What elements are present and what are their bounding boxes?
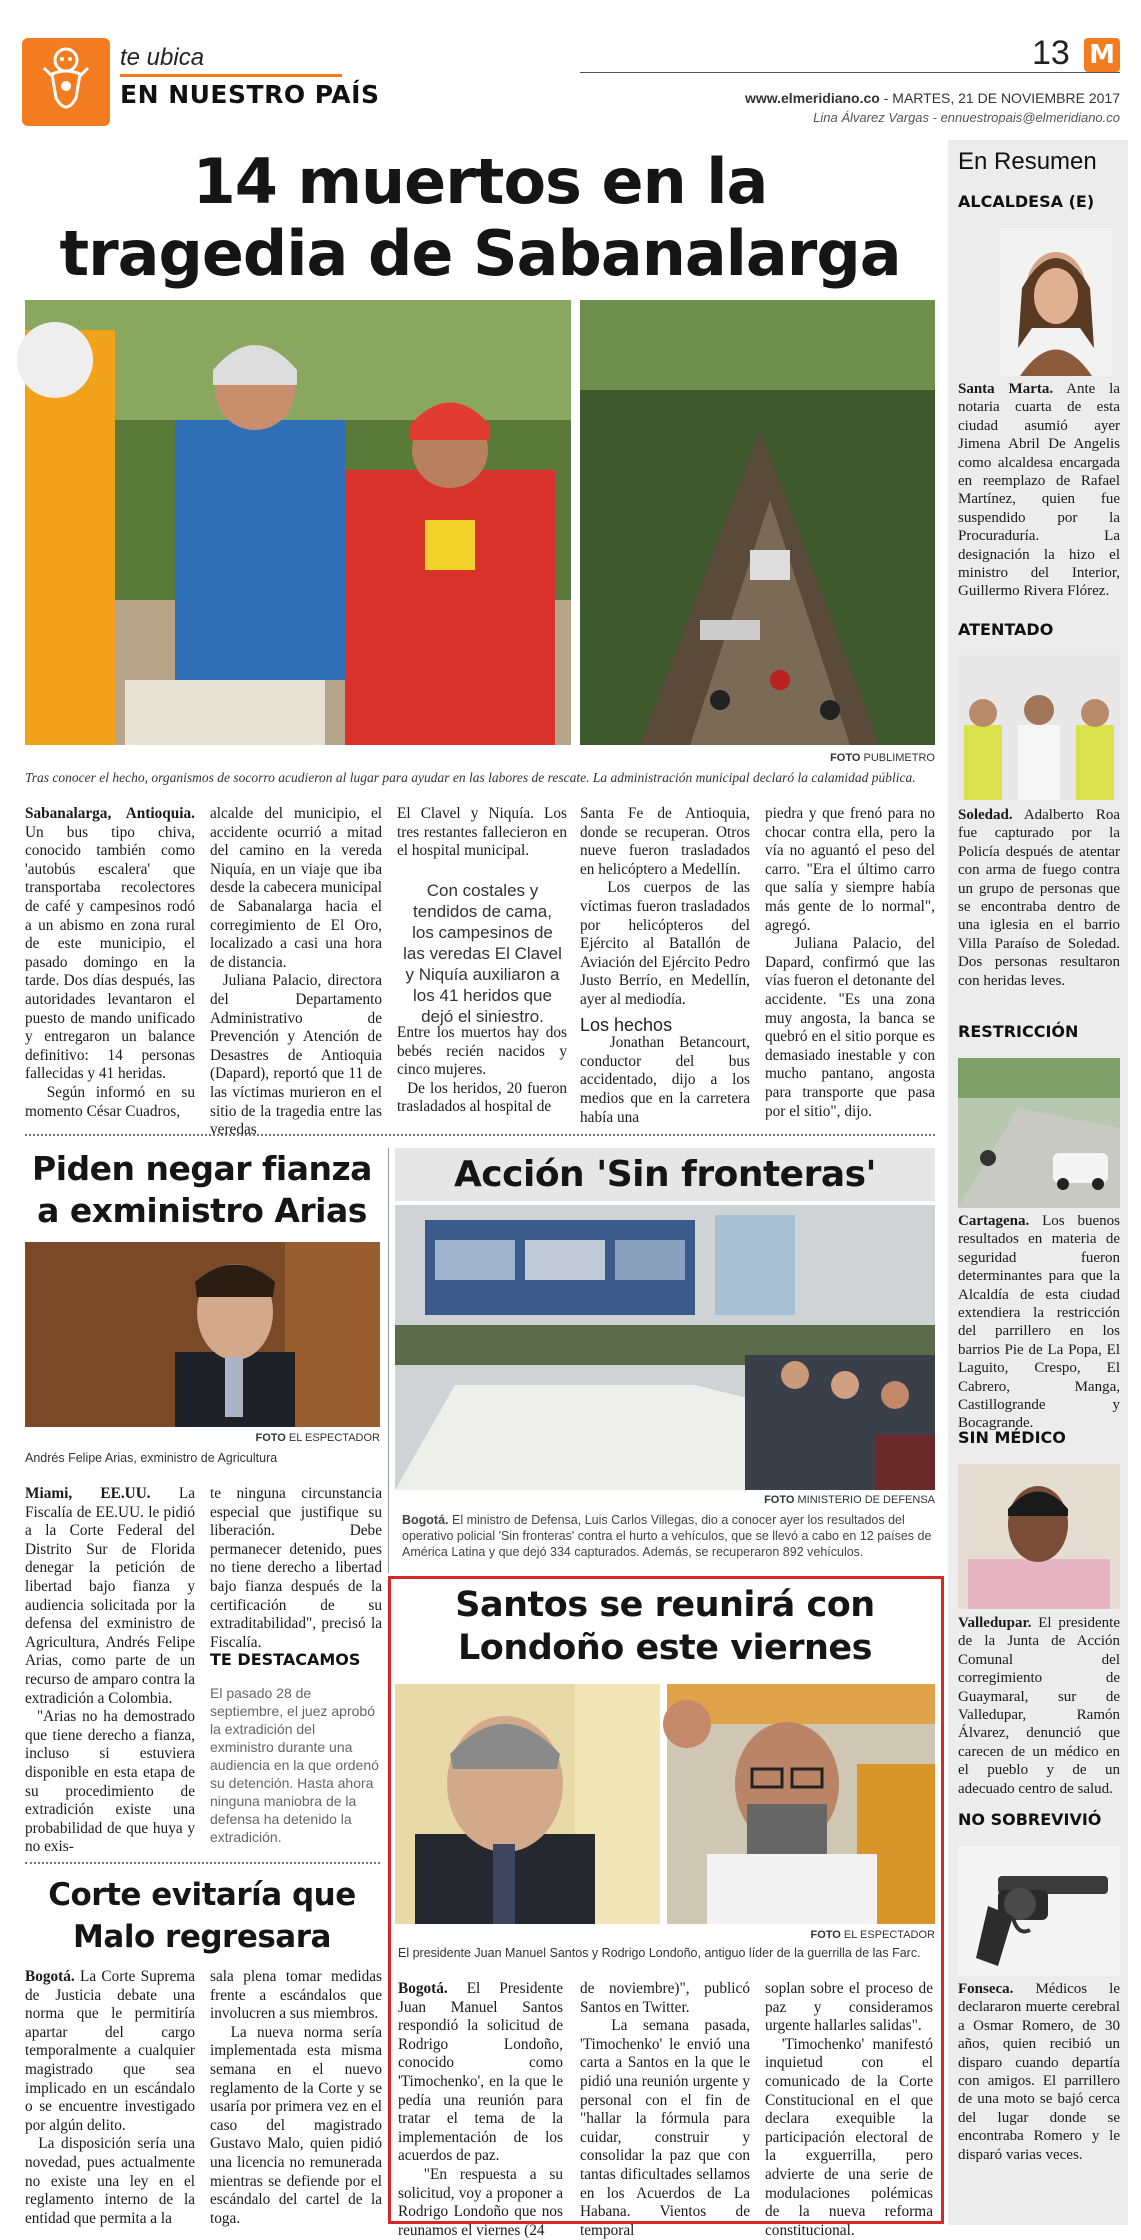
sidebar-text-atentado: Soledad. Adalberto Roa fue capturado por la Policía después de atentar con arma de fuego contra un grupo de personas que se encontraba dentro de una iglesia en el barrio Villa Paraíso de Soledad. Dos personas resultaron con heridas leves. xyxy=(958,807,1120,989)
main-column-4: Santa Fe de Antioquia, donde se recuperan. Otros nueve fueron trasladados en helicóptero a Medellín. Los cuerpos de las víctimas fueron trasladados por helicópteros del Ejército al Batallón de Aviación del Ejército Pedro Justo Berrío, en Medellín, ayer al mediodía. Los hechos Jonathan Betancourt, conductor del bus accidentado, dijo a los medios que en la carretera había una xyxy=(580,805,750,1126)
page-number: 13 xyxy=(1032,34,1070,72)
sidebar-label-no-sobrevivio: NO SOBREVIVIÓ xyxy=(958,1810,1102,1829)
ramon-alvarez-photo xyxy=(958,1464,1120,1609)
arias-photo-credit: FOTO EL ESPECTADOR xyxy=(255,1432,380,1444)
santos-photo xyxy=(395,1684,660,1924)
sidebar-text-no-sobrevivio: Fonseca. Médicos le declararon muerte cerebral a Osmar Romero, de 30 años, quien recibió un disparo cuando departía con amigos. El parrillero de una moto se bajó cerca del lugar donde se encontraba Romero y le disparó varias veces. xyxy=(958,1981,1120,2163)
fronteras-headline: Acción 'Sin fronteras' xyxy=(453,1154,877,1195)
santos-column-3: soplan sobre el proceso de paz y consideramos urgente hallarles salidas". 'Timochenko' manifestó inquietud con el comunicado de la Corte Constitucional en el que declara exequible la participación electoral de la exguerrilla, pero advierte de una serie de modulaciones polémicas de la nueva reforma constitucional. xyxy=(765,1980,933,2239)
issue-date: - MARTES, 21 DE NOVIEMBRE 2017 xyxy=(879,90,1120,106)
masthead-badge: M xyxy=(1084,38,1120,72)
sidebar-label-restriccion: RESTRICCIÓN xyxy=(958,1022,1079,1041)
main-column-1: Sabanalarga, Antioquia. Un bus tipo chiva, conocido también como 'autobús escalera' que transportaba recolectores de café y campesinos rodó a un abismo en zona rural de este municipio, el pasado domingo en la tarde. Dos días después, las autoridades levantaron el puesto de mando unificado y entregaron un balance definitivo: 14 personas fallecidas y 41 heridas. Según informó en su momento César Cuadros, xyxy=(25,805,195,1120)
main-headline-line1: 14 muertos en la xyxy=(192,145,768,218)
arias-column-2: te ninguna circunstancia especial que justifique su liberación. Debe permanecer detenido, pues no tiene derecho a libertad bajo fianza después de la certificación de su extraditabilidad", precisó la Fiscalía. xyxy=(210,1485,382,1651)
main-column-3b: Entre los muertos hay dos bebés recién nacidos y cinco mujeres. De los heridos, 20 fueron trasladados al hospital de xyxy=(397,1024,567,1116)
sidebar-text-sin-medico: Valledupar. El presidente de la Junta de Acción Comunal del corregimiento de Guaymaral, sur de Valledupar, Ramón Álvarez, denunció que carecen de un médico en el pueblo y de un adecuado centro de salud. xyxy=(958,1615,1120,1797)
arias-photo-caption: Andrés Felipe Arias, exministro de Agricultura xyxy=(25,1451,278,1465)
section-kicker: te ubica xyxy=(120,44,205,71)
section-rule xyxy=(120,74,342,77)
arias-divider xyxy=(25,1862,380,1864)
londono-photo xyxy=(667,1684,935,1924)
destacamos-text: El pasado 28 de septiembre, el juez aprobó la extradición del exministro durante una audiencia en la que ordenó su detención. Hasta ahora ninguna maniobra de la defensa ha detenido la extradición. xyxy=(210,1685,379,1845)
sidebar-title: En Resumen xyxy=(958,148,1097,175)
defense-meeting-photo xyxy=(395,1205,935,1490)
website-link[interactable]: www.elmeridiano.co xyxy=(744,90,880,106)
fronteras-photo-credit: FOTO MINISTERIO DE DEFENSA xyxy=(764,1494,935,1506)
sidebar-label-atentado: ATENTADO xyxy=(958,620,1054,639)
revolver-photo xyxy=(958,1846,1120,1976)
motorbike-street-photo xyxy=(958,1058,1120,1208)
santos-column-1: Bogotá. El Presidente Juan Manuel Santos respondió la solicitud de Rodrigo Londoño, conocido como 'Timochenko', en la que le pedía una reunión para tratar el tema de la implementación de los acuerdos de paz. "En respuesta a su solicitud, voy a proponer a Rodrigo Londoño que nos reunamos el viernes (24 xyxy=(398,1980,563,2239)
byline: Lina Álvarez Vargas - ennuestropais@elmeridiano.co xyxy=(813,110,1120,125)
pull-quote: Con costales y tendidos de cama, los campesinos de las veredas El Clavel y Niquía auxiliaron a los 41 heridos que dejó el siniestro. xyxy=(403,881,562,1026)
sidebar-label-alcaldesa: ALCALDESA (E) xyxy=(958,192,1095,211)
main-column-3: El Clavel y Niquía. Los tres restantes fallecieron en el hospital municipal. xyxy=(397,805,567,860)
detainee-photo xyxy=(958,655,1120,800)
section-name: EN NUESTRO PAÍS xyxy=(120,80,380,109)
arias-column-1: Miami, EE.UU. La Fiscalía de EE.UU. le pidió a la Corte Federal del Distrito Sur de Florida denegar la petición de libertad bajo fianza y audiencia solicitada por la defensa del exministro de Agricultura, Andrés Felipe Arias, como parte de un recurso de amparo contra la extradición a Colombia. "Arias no ha demostrado que tiene derecho a fianza, incluso si estuviera disponible en esta etapa de su procedimiento de extradición existe una probabilidad de que huya y no exis- xyxy=(25,1485,195,1856)
rescue-workers-photo xyxy=(25,300,571,745)
alcaldesa-photo xyxy=(1000,228,1112,376)
main-column-2: alcalde del municipio, el accidente ocurrió a mitad del camino en la vereda Niquía, en un viaje que iba desde la cabecera municipal de Sabanalarga hacia el corregimiento de El Oro, localizado a casi una hora de distancia. Juliana Palacio, directora del Departamento Administrativo de Prevención y Atención de Desastres de Antioquia (Dapard), reportó que 11 de las víctimas murieron en el sitio de la tragedia entre las veredas xyxy=(210,805,382,1139)
main-photo-credit: FOTO PUBLIMETRO xyxy=(830,752,935,764)
santos-headline: Santos se reunirá con Londoño este viernes xyxy=(455,1585,875,1668)
malo-column-2: sala plena tomar medidas frente a escándalos que involucren a sus miembros. La nueva norma sería implementada esta misma semana en el nuevo reglamento de la Corte y se usaría por primera vez en el caso del magistrado Gustavo Malo, quien pidió una licencia no remunerada mientras se defiende por el escándalo del cartel de la toga. xyxy=(210,1968,382,2227)
sidebar-text-restriccion: Cartagena. Los buenos resultados en materia de seguridad fueron determinantes para que la Alcaldía de esta ciudad extendiera la restricción del parrillero en los barrios Pie de La Popa, El Laguito, Crespo, El Cabrero, Manga, Castillogrande y Bocagrande. xyxy=(958,1213,1120,1432)
main-column-5: piedra y que frenó para no chocar contra ella, pero la vía no aguantó el peso del carro. "Era el último carro que salía y siempre había más gente de lo normal", agregó. Juliana Palacio, del Dapard, confirmó que las vías fueron el detonante del accidente. "Es una zona muy angosta, la banca se quebró en el sitio porque es demasiado inestable y con mucho pantano, angosta para transporte que pasa por el sitio", dijo. xyxy=(765,805,935,1120)
crash-site-photo xyxy=(580,300,935,745)
santos-photo-credit: FOTO EL ESPECTADOR xyxy=(810,1929,935,1941)
santos-column-2: de noviembre)", publicó Santos en Twitter. La semana pasada, 'Timochenko' le envió una carta a Santos en la que le pidió una reunión urgente y personal con el fin de "hallar la fórmula para cuidar, construir y consolidar la paz que con tantas dificultades sellamos en los Acuerdos de La Habana. Vientos de temporal xyxy=(580,1980,750,2239)
column-divider xyxy=(388,1148,389,1573)
dateline xyxy=(560,90,1120,106)
destacamos-heading: TE DESTACAMOS xyxy=(210,1650,361,1669)
pin-figure-icon xyxy=(22,38,110,126)
arias-headline: Piden negar fianza a exministro Arias xyxy=(32,1149,372,1230)
main-photo-caption: Tras conocer el hecho, organismos de socorro acudieron al lugar para ayudar en las labores de rescate. La administración municipal declaró la calamidad pública. xyxy=(25,770,916,785)
malo-column-1: Bogotá. La Corte Suprema de Justicia debate una norma que le permitiría apartar del cargo temporalmente a cualquier magistrado que sea implicado en un escándalo o se encuentre investigado por algún delito. La disposición sería una novedad, pues actualmente no existe una ley en el reglamento interno de la entidad que permita a la xyxy=(25,1968,195,2227)
fronteras-caption: Bogotá. El ministro de Defensa, Luis Carlos Villegas, dio a conocer ayer los resultados del operativo policial 'Sin fronteras' contra el hurto a vehículos, que se llevó a cabo en 12 países de América Latina y que dejó 334 capturados. Además, se recuperaron 892 vehículos. xyxy=(402,1513,932,1559)
sidebar-label-sin-medico: SIN MÉDICO xyxy=(958,1428,1066,1447)
section-divider xyxy=(25,1134,935,1136)
sidebar-text-alcaldesa: Santa Marta. Ante la notaria cuarta de esta ciudad asumió ayer Jimena Abril De Angelis como alcaldesa encargada en reemplazo de Rafael Martínez, quien fue suspendido por la Procuraduría. La designación la hizo el ministro del Interior, Guillermo Rivera Flórez. xyxy=(958,381,1120,600)
section-logo xyxy=(22,38,110,126)
arias-photo xyxy=(25,1242,380,1427)
main-headline-line2: tragedia de Sabanalarga xyxy=(59,217,901,290)
malo-headline: Corte evitaría que Malo regresara xyxy=(48,1877,356,1955)
section-subhead: Los hechos xyxy=(580,1014,673,1035)
santos-photo-caption: El presidente Juan Manuel Santos y Rodrigo Londoño, antiguo líder de la guerrilla de las Farc. xyxy=(398,1946,921,1960)
main-headline xyxy=(30,146,930,290)
